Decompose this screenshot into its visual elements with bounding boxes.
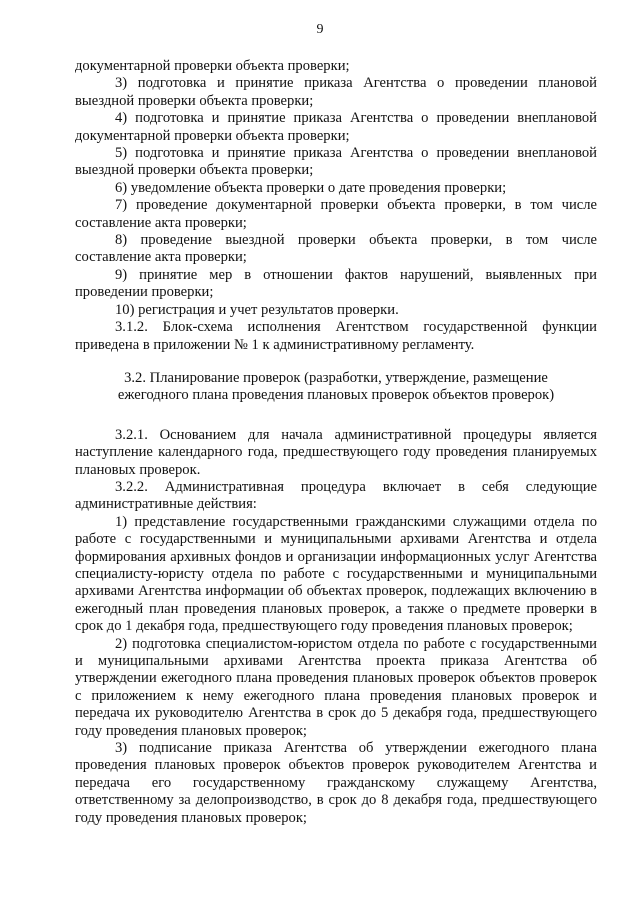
paragraph: 8) проведение выездной проверки объекта проверки, в том числе составление акта проверки; <box>75 232 597 266</box>
page-number: 9 <box>316 22 324 37</box>
paragraph: 3) подготовка и принятие приказа Агентства о проведении плановой выездной проверки объекта проверки; <box>75 75 597 109</box>
paragraph: 3.2.2. Административная процедура включает в себя следующие административные действия: <box>75 478 597 513</box>
paragraph: 3.1.2. Блок-схема исполнения Агентством государственной функции приведена в приложении № 1 к административному регламенту. <box>75 319 597 353</box>
paragraph: 5) подготовка и принятие приказа Агентства о проведении внеплановой выездной проверки объекта проверки; <box>75 145 597 179</box>
paragraph: 6) уведомление объекта проверки о дате проведения проверки; <box>115 179 507 196</box>
paragraph: 4) подготовка и принятие приказа Агентства о проведении внеплановой документарной проверки объекта проверки; <box>75 110 597 144</box>
document-body <box>75 58 597 827</box>
paragraph: 7) проведение документарной проверки объекта проверки, в том числе составление акта проверки; <box>75 197 597 231</box>
section-title: 3.2. Планирование проверок (разработки, утверждение, размещение ежегодного плана проведения плановых проверок объектов проверок) <box>117 369 555 404</box>
paragraph: 9) принятие мер в отношении фактов нарушений, выявленных при проведении проверки; <box>75 266 597 301</box>
paragraphs-after-section <box>75 427 597 827</box>
paragraph: 3) подписание приказа Агентства об утверждении ежегодного плана проведения плановых проверок объектов проверок руководителем Агентства и передача его государственному гражданскому служащему Агентства, ответственному за делопроизводство, в срок до 8 декабря года, предшествующего году проведения плановых проверок; <box>75 740 597 826</box>
paragraph: 10) регистрация и учет результатов проверки. <box>115 301 399 318</box>
paragraph: документарной проверки объекта проверки; <box>75 58 350 74</box>
paragraph: 3.2.1. Основанием для начала административной процедуры является наступление календарного года, предшествующего году проведения планируемых плановых проверок. <box>75 426 597 478</box>
paragraph: 2) подготовка специалистом-юристом отдела по работе с государственными и муниципальными архивами Агентства проекта приказа Агентства об утверждении ежегодного плана проведения плановых проверок объектов проверок с приложением к нему ежегодного плана проведения плановых проверок и передача их руководителю Агентства в срок до 5 декабря года, предшествующего году проведения плановых проверок; <box>75 635 597 739</box>
paragraph: 1) представление государственными гражданскими служащими отдела по работе с государственными и муниципальными архивами Агентства и отдела формирования архивных фондов и организации информационных услуг Агентства специалисту-юристу отдела по работе с государственными и муниципальными архивами Агентства информации об объектах проверок, подлежащих включению в ежегодный план проведения плановых проверок, а также о предмете проверки в срок до 1 декабря года, предшествующего году проведения плановых проверок; <box>75 513 597 635</box>
paragraphs-before-section <box>75 58 597 354</box>
